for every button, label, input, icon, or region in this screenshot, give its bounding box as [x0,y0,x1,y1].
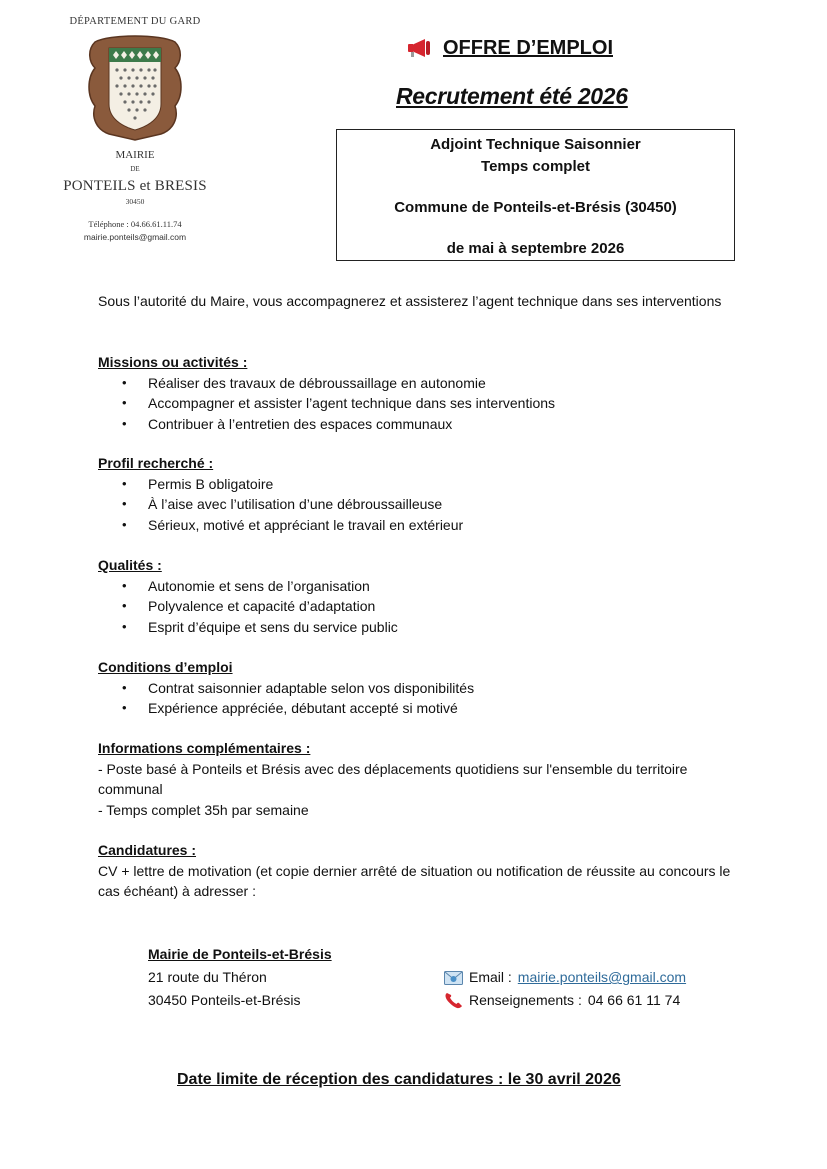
job-title: Adjoint Technique Saisonnier [430,136,641,153]
de-label: DE [130,165,140,173]
email-label: Email : [469,969,512,985]
email-icon [444,971,463,985]
department-name: DÉPARTEMENT DU GARD [69,16,201,27]
phone-label: Renseignements : [469,992,582,1008]
offer-heading [407,35,613,61]
letterhead-email: mairie.ponteils@gmail.com [83,232,187,242]
section-qualites [98,555,738,637]
section-title: Conditions d’emploi [98,659,233,675]
list-item: • Autonomie et sens de l’organisation [98,576,738,597]
application-deadline: Date limite de réception des candidatures : le 30 avril 2026 [177,1071,621,1088]
section-infos [98,738,738,820]
list-item: • Contrat saisonnier adaptable selon vos disponibilités [98,678,738,699]
job-summary-box [336,129,735,261]
megaphone-icon [407,37,433,59]
qualites-list [98,576,738,638]
phone-icon [444,992,463,1009]
postal-address [148,943,332,1012]
job-commune: Commune de Ponteils-et-Brésis (30450) [394,199,677,216]
infos-line: - Poste basé à Ponteils et Brésis avec des déplacements quotidiens sur l'ensemble du territoire communal [98,760,688,797]
letterhead-phone: Téléphone : 04.66.61.11.74 [88,219,182,229]
letterhead [60,16,210,246]
offer-title: OFFRE D’EMPLOI [443,36,613,59]
phone-number: 04 66 61 11 74 [587,992,681,1008]
address-street: 21 route du Théron [148,969,267,985]
job-schedule: Temps complet [481,158,590,175]
conditions-list [98,678,738,719]
email-link[interactable]: mairie.ponteils@gmail.com [517,969,687,985]
section-title: Missions ou activités : [98,354,248,370]
section-title: Candidatures : [98,842,197,858]
address-organization: Mairie de Ponteils-et-Brésis [148,946,332,962]
candidatures-text: CV + lettre de motivation (et copie dernier arrêté de situation ou notification de réussite au concours le cas échéant) à adresser : [98,862,731,899]
section-title: Qualités : [98,557,162,573]
list-item: • Esprit d’équipe et sens du service public [98,617,738,638]
mairie-label: MAIRIE [115,149,155,161]
missions-list [98,373,738,435]
section-profil [98,453,738,535]
list-item: • Polyvalence et capacité d’adaptation [98,596,738,617]
section-title: Profil recherché : [98,455,214,471]
list-item: • Contribuer à l’entretien des espaces communaux [98,414,738,435]
list-item: • Permis B obligatoire [98,474,738,495]
list-item: • À l’aise avec l’utilisation d’une débroussailleuse [98,494,738,515]
list-item: • Expérience appréciée, débutant accepté si motivé [98,698,738,719]
address-city: 30450 Ponteils-et-Brésis [148,992,301,1008]
section-missions [98,352,738,434]
commune-name: PONTEILS et BRESIS [63,178,207,194]
coat-of-arms-icon [85,32,185,147]
section-title: Informations complémentaires : [98,740,311,756]
postcode: 30450 [125,197,145,206]
recruitment-title: Recrutement été 2026 [396,83,628,109]
contact-block [444,966,686,1012]
list-item: • Accompagner et assister l’agent technique dans ses interventions [98,393,738,414]
section-candidatures [98,840,738,902]
profil-list [98,474,738,536]
email-row [444,966,686,989]
infos-line: - Temps complet 35h par semaine [98,801,309,818]
job-period: de mai à septembre 2026 [446,240,625,257]
list-item: • Réaliser des travaux de débroussaillage en autonomie [98,373,738,394]
list-item: • Sérieux, motivé et appréciant le travail en extérieur [98,515,738,536]
intro-paragraph: Sous l’autorité du Maire, vous accompagnerez et assisterez l’agent technique dans ses interventions [98,293,722,309]
section-conditions [98,657,738,719]
phone-row [444,989,686,1012]
